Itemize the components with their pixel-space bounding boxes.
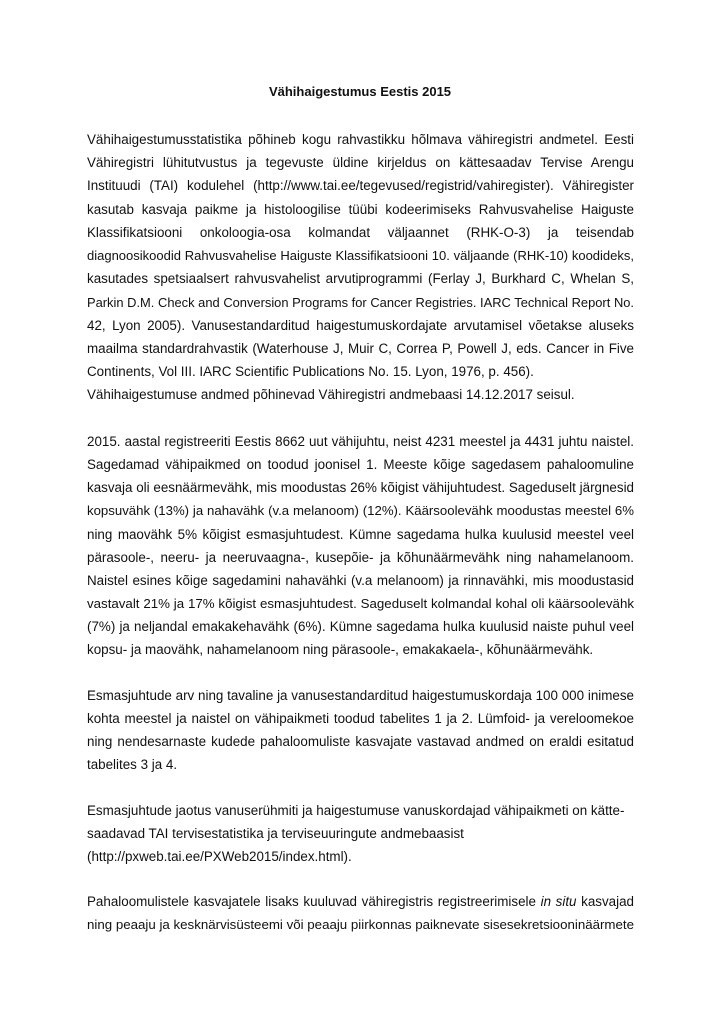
paragraph-2-line-9: (7%) ja neljandal emakakehavähk (6%). Kümne sagedama hulka kuulusid naiste puhul veel [87, 619, 634, 634]
paragraph-4-line-3: (http://pxweb.tai.ee/PXWeb2015/index.html). [87, 849, 352, 864]
paragraph-1-line-10: maailma standardrahvastik (Waterhouse J, Muir C, Correa P, Powell J, eds. Cancer in Five [87, 341, 634, 356]
paragraph-2-line-4: kopsuvähk (13%) ja nahavähk (v.a melanoom) (12%). Käärsoolevähk moodustas meestel 6% [87, 503, 634, 518]
paragraph-5-italic-term: in situ [540, 894, 577, 909]
paragraph-2-line-10: kopsu- ja maovähk, nahamelanoom ning pärasoole-, emakakaela-, kõhunäärmevähk. [87, 642, 594, 657]
paragraph-2-line-8: vastavalt 21% ja 17% kõigist esmasjuhtudest. Sageduselt kolmandal kohal oli käärsoolevähk [87, 596, 634, 611]
paragraph-1-line-3: Instituudi (TAI) kodulehel (http://www.tai.ee/tegevused/registrid/vahiregister). Vähiregister [87, 178, 634, 193]
paragraph-1-line-8: Parkin D.M. Check and Conversion Programs for Cancer Registries. IARC Technical Report No. [87, 295, 634, 310]
paragraph-5-line-2: ning peaaju ja kesknärvisüsteemi või peaaju piirkonnas paiknevate sisesekretsiooninäärmete [87, 917, 634, 932]
paragraph-4-line-1: Esmasjuhtude jaotus vanuserühmiti ja haigestumuse vanuskordajad vähipaikmeti on kätte- [87, 803, 625, 818]
paragraph-1-line-11: Continents, Vol III. IARC Scientific Publications No. 15. Lyon, 1976, p. 456). [87, 364, 534, 379]
paragraph-4-line-2: saadavad TAI tervisestatistika ja terviseuuringute andmebaasist [87, 826, 464, 841]
paragraph-3-line-1: Esmasjuhtude arv ning tavaline ja vanusestandarditud haigestumuskordaja 100 000 inimese [87, 688, 634, 703]
paragraph-2-line-7: Naistel esines kõige sagedamini nahavähki (v.a melanoom) ja rinnavähki, mis moodustasid [87, 573, 634, 588]
paragraph-1-line-7: kasutades spetsiaalsert rahvusvahelist arvutiprogrammi (Ferlay J, Burkhard C, Whelan S, [87, 271, 634, 286]
paragraph-1-line-9: 42, Lyon 2005). Vanusestandarditud haigestumuskordajate arvutamisel võetakse aluseks [87, 318, 634, 333]
paragraph-3-line-4: tabelites 3 ja 4. [87, 757, 178, 772]
paragraph-1-line-4: kasutab kasvaja paikme ja histoloogilise tüübi kodeerimiseks Rahvusvahelise Haiguste [87, 202, 634, 217]
paragraph-5-line-1 [87, 893, 634, 910]
paragraph-2-line-3: kasvaja oli eesnäärmevähk, mis moodustas 26% kõigist vähijuhtudest. Sageduselt järgnesid [87, 480, 634, 495]
paragraph-1-line-6: diagnoosikoodid Rahvusvahelise Haiguste Klassifikatsiooni 10. väljaande (RHK-10) koodideks, [87, 248, 634, 263]
paragraph-5-text-before: Pahaloomulistele kasvajatele lisaks kuuluvad vähiregistris registreerimisele [87, 894, 541, 909]
paragraph-2-line-5: ning maovähk 5% kõigist esmasjuhtudest. Kümne sagedama hulka kuulusid meestel veel [87, 527, 634, 542]
paragraph-2-line-2: Sagedamad vähipaikmed on toodud joonisel 1. Meeste kõige sagedasem pahaloomuline [87, 457, 634, 472]
paragraph-2-line-1: 2015. aastal registreeriti Eestis 8662 uut vähijuhtu, neist 4231 meestel ja 4431 juhtu naistel. [87, 434, 634, 449]
document-title: Vähihaigestumus Eestis 2015 [268, 84, 452, 99]
paragraph-5-text-after: kasvajad [576, 894, 634, 909]
paragraph-3-line-2: kohta meestel ja naistel on vähipaikmeti toodud tabelites 1 ja 2. Lümfoid- ja vereloomekoe [87, 711, 634, 726]
paragraph-1-line-5: Klassifikatsiooni onkoloogia-osa kolmandat väljaannet (RHK-O-3) ja teisendab [87, 225, 634, 240]
paragraph-1-line-12: Vähihaigestumuse andmed põhinevad Vähiregistri andmebaasi 14.12.2017 seisul. [87, 387, 575, 402]
paragraph-2-line-6: pärasoole-, neeru- ja neeruvaagna-, kusepõie- ja kõhunäärmevähk ning nahamelanoom. [87, 550, 634, 565]
paragraph-3-line-3: ning nendesarnaste kudede pahaloomuliste kasvajate vastavad andmed on eraldi esitatud [87, 734, 634, 749]
paragraph-1-line-1: Vähihaigestumusstatistika põhineb kogu rahvastikku hõlmava vähiregistri andmetel. Eesti [87, 132, 634, 147]
paragraph-1-line-2: Vähiregistri lühitutvustus ja tegevuste üldine kirjeldus on kättesaadav Tervise Arengu [87, 155, 634, 170]
